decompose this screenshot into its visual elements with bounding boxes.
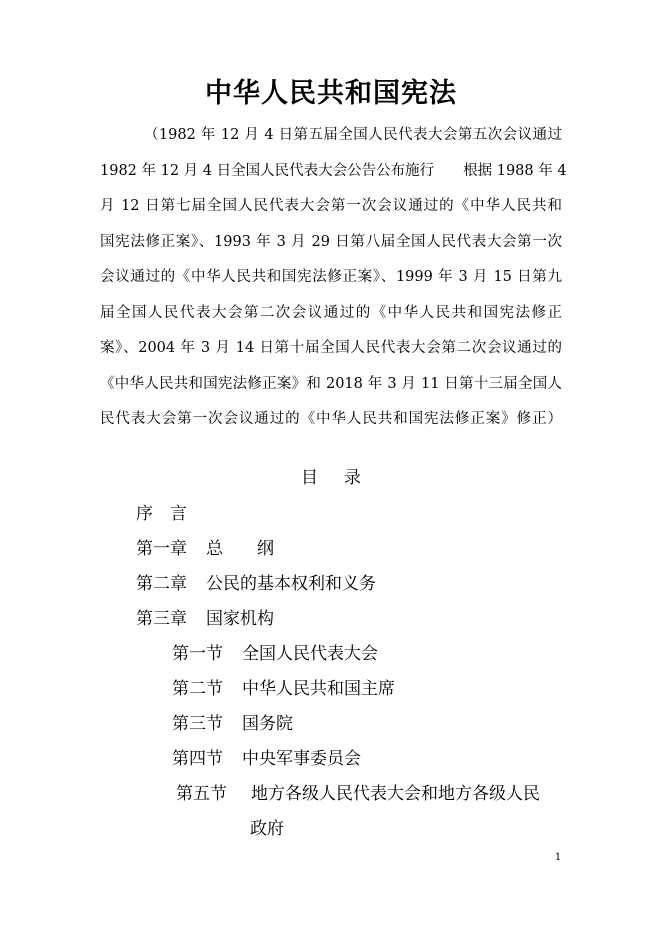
toc-item-title: 政府: [250, 819, 284, 839]
toc-item-section-1: [172, 642, 378, 666]
toc-item-section-3: [172, 712, 293, 736]
preamble-line: 1982 年 12 月 4 日全国人民代表大会公告公布施行 根据 1988 年 4: [100, 162, 567, 179]
toc-item-title: 国务院: [242, 714, 293, 734]
toc-item-label: 序 言: [136, 504, 187, 524]
toc-item-section-2: [172, 677, 395, 701]
toc-item-chapter-1: [136, 537, 274, 561]
preamble-line: 《中华人民共和国宪法修正案》和 2018 年 3 月 11 日第十三届全国人: [100, 375, 562, 392]
toc-title: [0, 466, 662, 490]
toc-item-title: 国家机构: [206, 609, 274, 629]
preamble-line: 月 12 日第七届全国人民代表大会第一次会议通过的《中华人民共和: [100, 198, 562, 214]
toc-item-number: 第四节: [172, 749, 223, 769]
page-number: 1: [554, 852, 562, 863]
toc-item-number: 第一章: [136, 539, 187, 559]
toc-item-title: 地方各级人民代表大会和地方各级人民: [251, 784, 540, 804]
toc-item-section-5-continued: [250, 817, 284, 841]
toc-item-number: 第一节: [172, 644, 223, 664]
preamble-note: [100, 118, 567, 438]
toc-item-title: 中央军事委员会: [242, 749, 361, 769]
toc-item-section-4: [172, 747, 361, 771]
toc-item-number: 第五节: [176, 784, 227, 804]
toc-item-title: 公民的基本权利和义务: [206, 574, 376, 594]
toc-item-number: 第二章: [136, 574, 187, 594]
toc-item-preface: [136, 502, 187, 526]
toc-item-title: 全国人民代表大会: [242, 644, 378, 664]
page-title: 中华人民共和国宪法: [205, 78, 457, 109]
toc-item-title: 总 纲: [206, 539, 274, 559]
preamble-line: 民代表大会第一次会议通过的《中华人民共和国宪法修正案》修正）: [100, 411, 562, 427]
toc-item-number: 第三章: [136, 609, 187, 629]
toc-item-number: 第三节: [172, 714, 223, 734]
toc-item-chapter-2: [136, 572, 376, 596]
toc-item-section-5: [176, 782, 540, 806]
preamble-line: （1982 年 12 月 4 日第五届全国人民代表大会第五次会议通过: [144, 127, 562, 143]
preamble-line: 会议通过的《中华人民共和国宪法修正案》、1999 年 3 月 15 日第九: [100, 269, 562, 285]
preamble-line: 届全国人民代表大会第二次会议通过的《中华人民共和国宪法修正: [100, 304, 562, 321]
preamble-line: 国宪法修正案》、1993 年 3 月 29 日第八届全国人民代表大会第一次: [100, 233, 562, 250]
toc-item-chapter-3: [136, 607, 274, 631]
toc-item-number: 第二节: [172, 679, 223, 699]
toc-title-char: 录: [344, 468, 361, 488]
preamble-line: 案》、2004 年 3 月 14 日第十届全国人民代表大会第二次会议通过的: [100, 340, 562, 356]
toc-item-title: 中华人民共和国主席: [242, 679, 395, 699]
toc-title-char: 目: [301, 468, 318, 488]
